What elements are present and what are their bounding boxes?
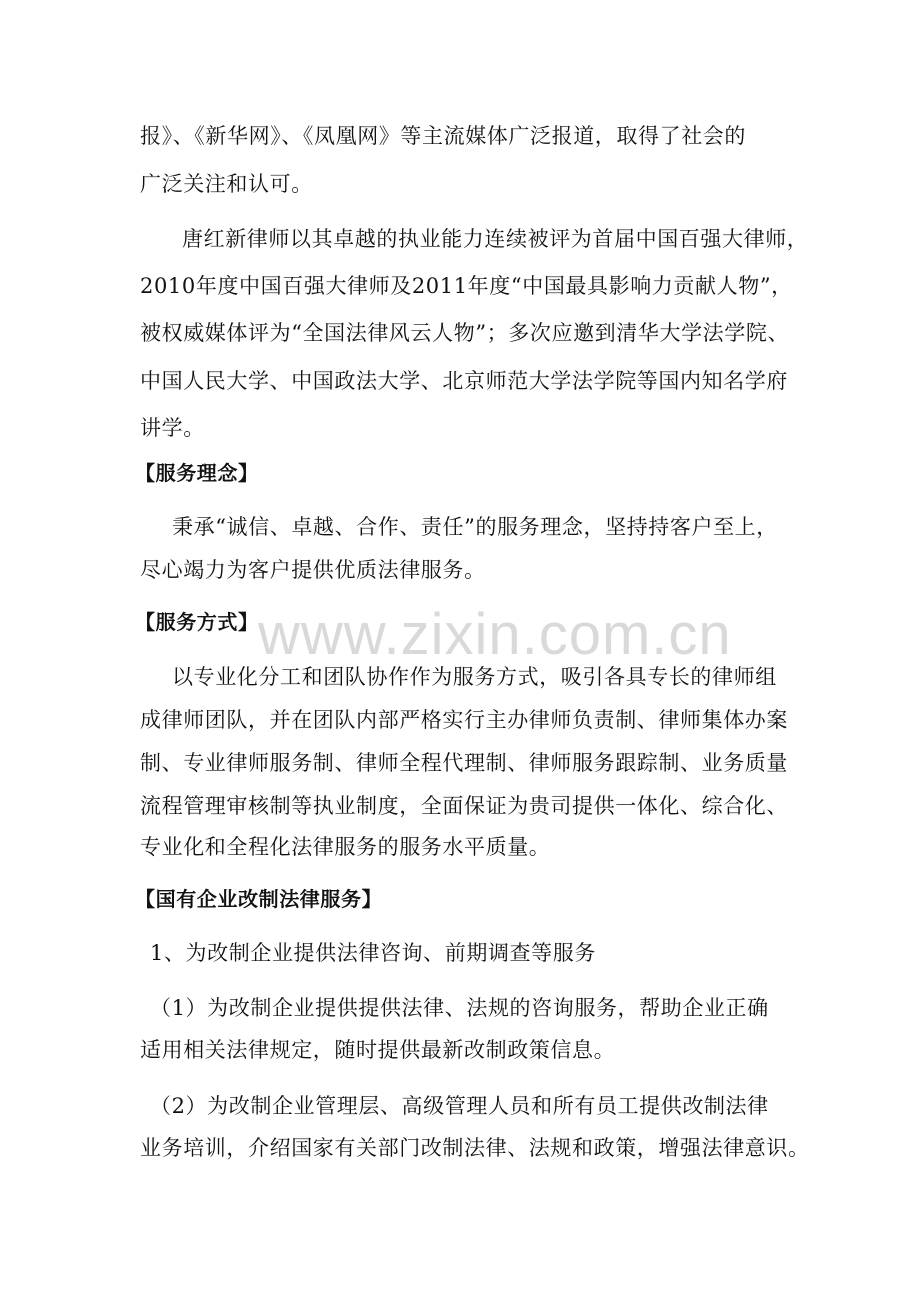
method-line-3: 制、专业律师服务制、律师全程代理制、律师服务跟踪制、业务质量 — [140, 751, 788, 775]
bio-line-1: 唐红新律师以其卓越的执业能力连续被评为首届中国百强大律师， — [182, 227, 809, 251]
intro-line-2: 广泛关注和认可。 — [140, 172, 313, 196]
soe-sub-1-line-1: （1）为改制企业提供提供法律、法规的咨询服务，帮助企业正确 — [150, 996, 769, 1020]
method-line-1: 以专业化分工和团队协作作为服务方式，吸引各具专长的律师组 — [172, 665, 777, 689]
service-philosophy-heading: 【服务理念】 — [135, 461, 259, 485]
intro-line-1: 报》、《新华网》、《凤凰网》等主流媒体广泛报道，取得了社会的 — [140, 124, 746, 148]
philosophy-line-2: 尽心竭力为客户提供优质法律服务。 — [140, 558, 486, 582]
bio-line-2: 2010年度中国百强大律师及2011年度“中国最具影响力贡献人物”， — [140, 274, 793, 298]
method-line-5: 专业化和全程化法律服务的服务水平质量。 — [140, 835, 551, 859]
soe-reform-heading: 【国有企业改制法律服务】 — [135, 887, 383, 911]
soe-item-1: 1、为改制企业提供法律咨询、前期调查等服务 — [150, 941, 596, 965]
method-line-4: 流程管理审核制等执业制度，全面保证为贵司提供一体化、综合化、 — [140, 794, 788, 818]
soe-sub-2-line-2: 业务培训，介绍国家有关部门改制法律、法规和政策，增强法律意识。 — [140, 1136, 810, 1160]
service-method-heading: 【服务方式】 — [135, 610, 259, 634]
bio-line-5: 讲学。 — [140, 416, 205, 440]
bio-line-3: 被权威媒体评为“全国法律风云人物”；多次应邀到清华大学法学院、 — [140, 321, 790, 345]
philosophy-line-1: 秉承“诚信、卓越、合作、责任”的服务理念，坚持持客户至上， — [172, 515, 778, 539]
method-line-2: 成律师团队，并在团队内部严格实行主办律师负责制、律师集体办案 — [140, 708, 788, 732]
soe-sub-2-line-1: （2）为改制企业管理层、高级管理人员和所有员工提供改制法律 — [150, 1094, 769, 1118]
watermark: www.zixin.com.cn — [258, 602, 732, 667]
soe-sub-1-line-2: 适用相关法律规定，随时提供最新改制政策信息。 — [140, 1038, 616, 1062]
bio-line-4: 中国人民大学、中国政法大学、北京师范大学法学院等国内知名学府 — [140, 369, 788, 393]
